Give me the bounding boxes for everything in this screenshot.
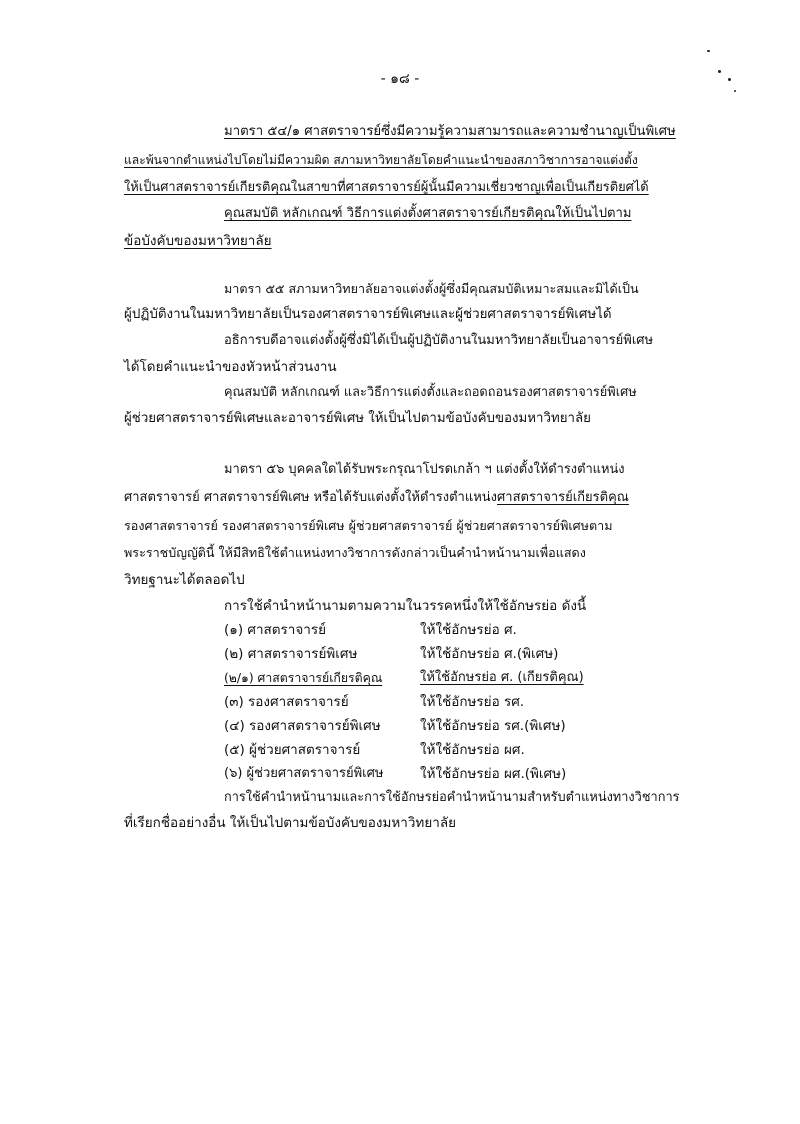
section-56-line-2 xyxy=(124,488,629,508)
abbr-item-value: ให้ใช้อักษรย่อ ศ. xyxy=(420,622,517,638)
section-55-line-2: ผู้ปฏิบัติงานในมหาวิทยาลัยเป็นรองศาสตราจารย์พิเศษและผู้ช่วยศาสตราจารย์พิเศษได้ xyxy=(124,307,612,322)
abbr-item-title: (๔) รองศาสตราจารย์พิเศษ xyxy=(224,718,381,734)
section-54-1-line-3: ให้เป็นศาสตราจารย์เกียรติคุณในสาขาที่ศาสตราจารย์ผู้นั้นมีความเชี่ยวชาญเพื่อเป็นเกียรติยศได้ xyxy=(124,180,649,195)
section-56-line-3: รองศาสตราจารย์ รองศาสตราจารย์พิเศษ ผู้ช่วยศาสตราจารย์ ผู้ช่วยศาสตราจารย์พิเศษตาม xyxy=(124,518,613,533)
section-56-line-7: การใช้คำนำหน้านามและการใช้อักษรย่อคำนำหน้านามสำหรับตำแหน่งทางวิชาการ xyxy=(224,790,680,805)
abbr-item-value: ให้ใช้อักษรย่อ รศ.(พิเศษ) xyxy=(420,718,566,734)
abbr-item-value: ให้ใช้อักษรย่อ ศ.(พิเศษ) xyxy=(420,646,559,662)
section-55-line-6: ผู้ช่วยศาสตราจารย์พิเศษและอาจารย์พิเศษ ให้เป็นไปตามข้อบังคับของมหาวิทยาลัย xyxy=(124,411,591,426)
page-number: - ๑๘ - xyxy=(380,71,420,87)
abbr-item-title: (๖) ผู้ช่วยศาสตราจารย์พิเศษ xyxy=(224,766,384,781)
section-55-line-3: อธิการบดีอาจแต่งตั้งผู้ซึ่งมิได้เป็นผู้ปฏิบัติงานในมหาวิทยาลัยเป็นอาจารย์พิเศษ xyxy=(224,333,654,348)
scan-speck xyxy=(707,50,710,52)
abbr-item-value: ให้ใช้อักษรย่อ ศ. (เกียรติคุณ) xyxy=(420,670,584,685)
abbr-item-title: (๒) ศาสตราจารย์พิเศษ xyxy=(224,646,358,662)
abbr-item-value: ให้ใช้อักษรย่อ รศ. xyxy=(420,694,525,710)
abbr-item-value: ให้ใช้อักษรย่อ ผศ.(พิเศษ) xyxy=(420,766,567,782)
section-54-1-line-1: มาตรา ๕๔/๑ ศาสตราจารย์ซึ่งมีความรู้ความสามารถและความชำนาญเป็นพิเศษ xyxy=(224,124,676,139)
section-56-line-1: มาตรา ๕๖ บุคคลใดได้รับพระกรุณาโปรดเกล้า ฯ แต่งตั้งให้ดำรงตำแหน่ง xyxy=(224,462,625,477)
section-55-line-1: มาตรา ๕๕ สภามหาวิทยาลัยอาจแต่งตั้งผู้ซึ่งมีคุณสมบัติเหมาะสมและมิได้เป็น xyxy=(224,281,639,296)
abbr-item-title: (๒/๑) ศาสตราจารย์เกียรติคุณ xyxy=(224,671,383,685)
abbr-item-title: (๕) ผู้ช่วยศาสตราจารย์ xyxy=(224,742,361,758)
abbr-item-title: (๑) ศาสตราจารย์ xyxy=(224,622,327,638)
abbr-item-value: ให้ใช้อักษรย่อ ผศ. xyxy=(420,742,525,758)
scan-speck xyxy=(734,90,736,92)
section-56-line-5: วิทยฐานะได้ตลอดไป xyxy=(124,572,245,588)
section-54-1-line-2: และพ้นจากตำแหน่งไปโดยไม่มีความผิด สภามหาวิทยาลัยโดยคำแนะนำของสภาวิชาการอาจแต่งตั้ง xyxy=(124,153,638,167)
honorary-professor-term: ศาสตราจารย์เกียรติคุณ xyxy=(497,490,629,505)
section-56-line-4: พระราชบัญญัตินี้ ให้มีสิทธิใช้ตำแหน่งทางวิชาการดังกล่าวเป็นคำนำหน้านามเพื่อแสดง xyxy=(124,545,586,560)
section-56-line-2-text: ศาสตราจารย์ ศาสตราจารย์พิเศษ หรือได้รับแต่งตั้งให้ดำรงตำแหน่ง xyxy=(124,490,498,505)
section-54-1-line-5: ข้อบังคับของมหาวิทยาลัย xyxy=(124,233,272,249)
abbr-item-title: (๓) รองศาสตราจารย์ xyxy=(224,694,349,710)
section-56-line-8: ที่เรียกชื่ออย่างอื่น ให้เป็นไปตามข้อบังคับของมหาวิทยาลัย xyxy=(124,815,457,831)
section-55-line-5: คุณสมบัติ หลักเกณฑ์ และวิธีการแต่งตั้งและถอดถอนรองศาสตราจารย์พิเศษ xyxy=(224,385,637,400)
section-54-1-line-4: คุณสมบัติ หลักเกณฑ์ วิธีการแต่งตั้งศาสตราจารย์เกียรติคุณให้เป็นไปตาม xyxy=(224,206,632,221)
section-56-line-6: การใช้คำนำหน้านามตามความในวรรคหนึ่งให้ใช้อักษรย่อ ดังนี้ xyxy=(224,598,587,614)
section-55-line-4: ได้โดยคำแนะนำของหัวหน้าส่วนงาน xyxy=(124,359,337,375)
